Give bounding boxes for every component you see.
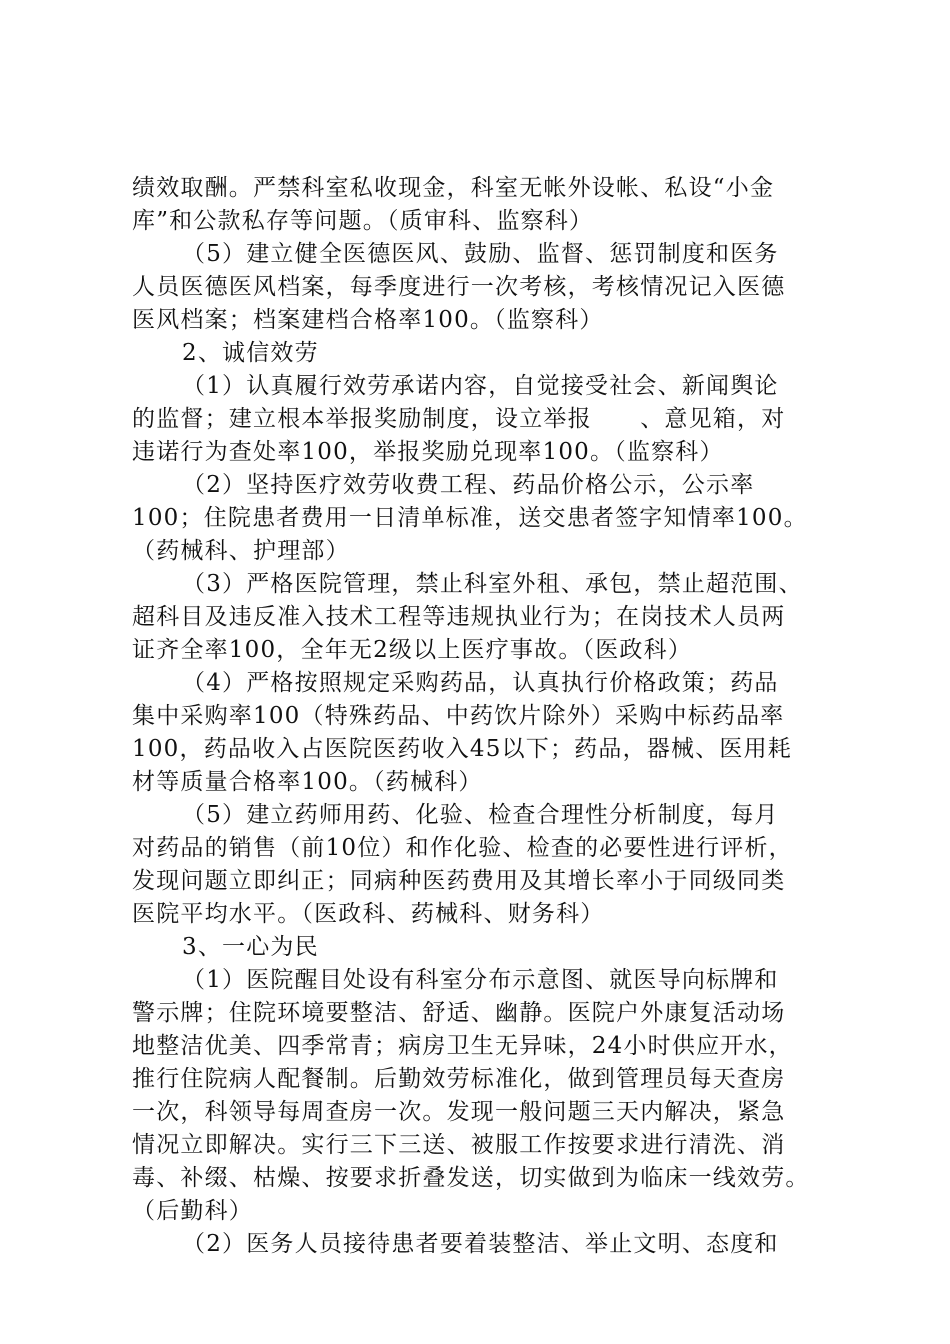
text-line: 医院平均水平。（医政科、药械科、财务科） — [132, 901, 605, 927]
text-line: （后勤科） — [132, 1198, 253, 1224]
text-line: （5）建立健全医德医风、鼓励、监督、惩罚制度和医务 — [182, 241, 779, 267]
text-line: 一次，科领导每周查房一次。发现一般问题三天内解决，紧急 — [132, 1099, 786, 1125]
text-line: 100，药品收入占医院医药收入45以下；药品，器械、医用耗 — [132, 736, 792, 762]
text-line: （2）医务人员接待患者要着装整洁、举止文明、态度和 — [182, 1231, 779, 1257]
text-line: 超科目及违反准入技术工程等违规执业行为；在岗技术人员两 — [132, 604, 786, 630]
text-line: 集中采购率100（特殊药品、中药饮片除外）采购中标药品率 — [132, 703, 785, 729]
text-line: 的监督；建立根本举报奖励制度，设立举报 、意见箱，对 — [132, 406, 786, 432]
text-line: 对药品的销售（前10位）和作化验、检查的必要性进行评析， — [132, 835, 793, 861]
text-line: （4）严格按照规定采购药品，认真执行价格政策；药品 — [182, 670, 779, 696]
text-line: 毒、补缀、枯燥、按要求折叠发送，切实做到为临床一线效劳。 — [132, 1165, 810, 1191]
text-line: （药械科、护理部） — [132, 538, 350, 564]
text-line: 库”和公款私存等问题。（质审科、监察科） — [132, 208, 594, 234]
text-line: 2、诚信效劳 — [182, 340, 319, 366]
text-line: 违诺行为查处率100，举报奖励兑现率100。（监察科） — [132, 439, 724, 465]
text-line: 人员医德医风档案，每季度进行一次考核，考核情况记入医德 — [132, 274, 786, 300]
text-line: 100；住院患者费用一日清单标准，送交患者签字知情率100。 — [132, 505, 808, 531]
document-body — [132, 172, 832, 1261]
text-line: 证齐全率100，全年无2级以上医疗事故。（医政科） — [132, 637, 693, 663]
text-line: （1）认真履行效劳承诺内容，自觉接受社会、新闻舆论 — [182, 373, 779, 399]
text-line: （2）坚持医疗效劳收费工程、药品价格公示，公示率 — [182, 472, 755, 498]
text-line: 绩效取酬。严禁科室私收现金，科室无帐外设帐、私设“小金 — [132, 175, 775, 201]
text-line: 警示牌；住院环境要整洁、舒适、幽静。医院户外康复活动场 — [132, 1000, 786, 1026]
text-line: 3、一心为民 — [182, 934, 319, 960]
text-line: 材等质量合格率100。（药械科） — [132, 769, 483, 795]
text-line: 情况立即解决。实行三下三送、被服工作按要求进行清洗、消 — [132, 1132, 786, 1158]
text-line: （1）医院醒目处设有科室分布示意图、就医导向标牌和 — [182, 967, 779, 993]
text-line: （5）建立药师用药、化验、检查合理性分析制度，每月 — [182, 802, 779, 828]
text-line: 发现问题立即纠正；同病种医药费用及其增长率小于同级同类 — [132, 868, 786, 894]
text-line: 地整洁优美、四季常青；病房卫生无异味，24小时供应开水， — [132, 1033, 793, 1059]
text-line: 推行住院病人配餐制。后勤效劳标准化，做到管理员每天查房 — [132, 1066, 786, 1092]
text-line: 医风档案；档案建档合格率100。（监察科） — [132, 307, 604, 333]
text-line: （3）严格医院管理，禁止科室外租、承包，禁止超范围、 — [182, 571, 803, 597]
